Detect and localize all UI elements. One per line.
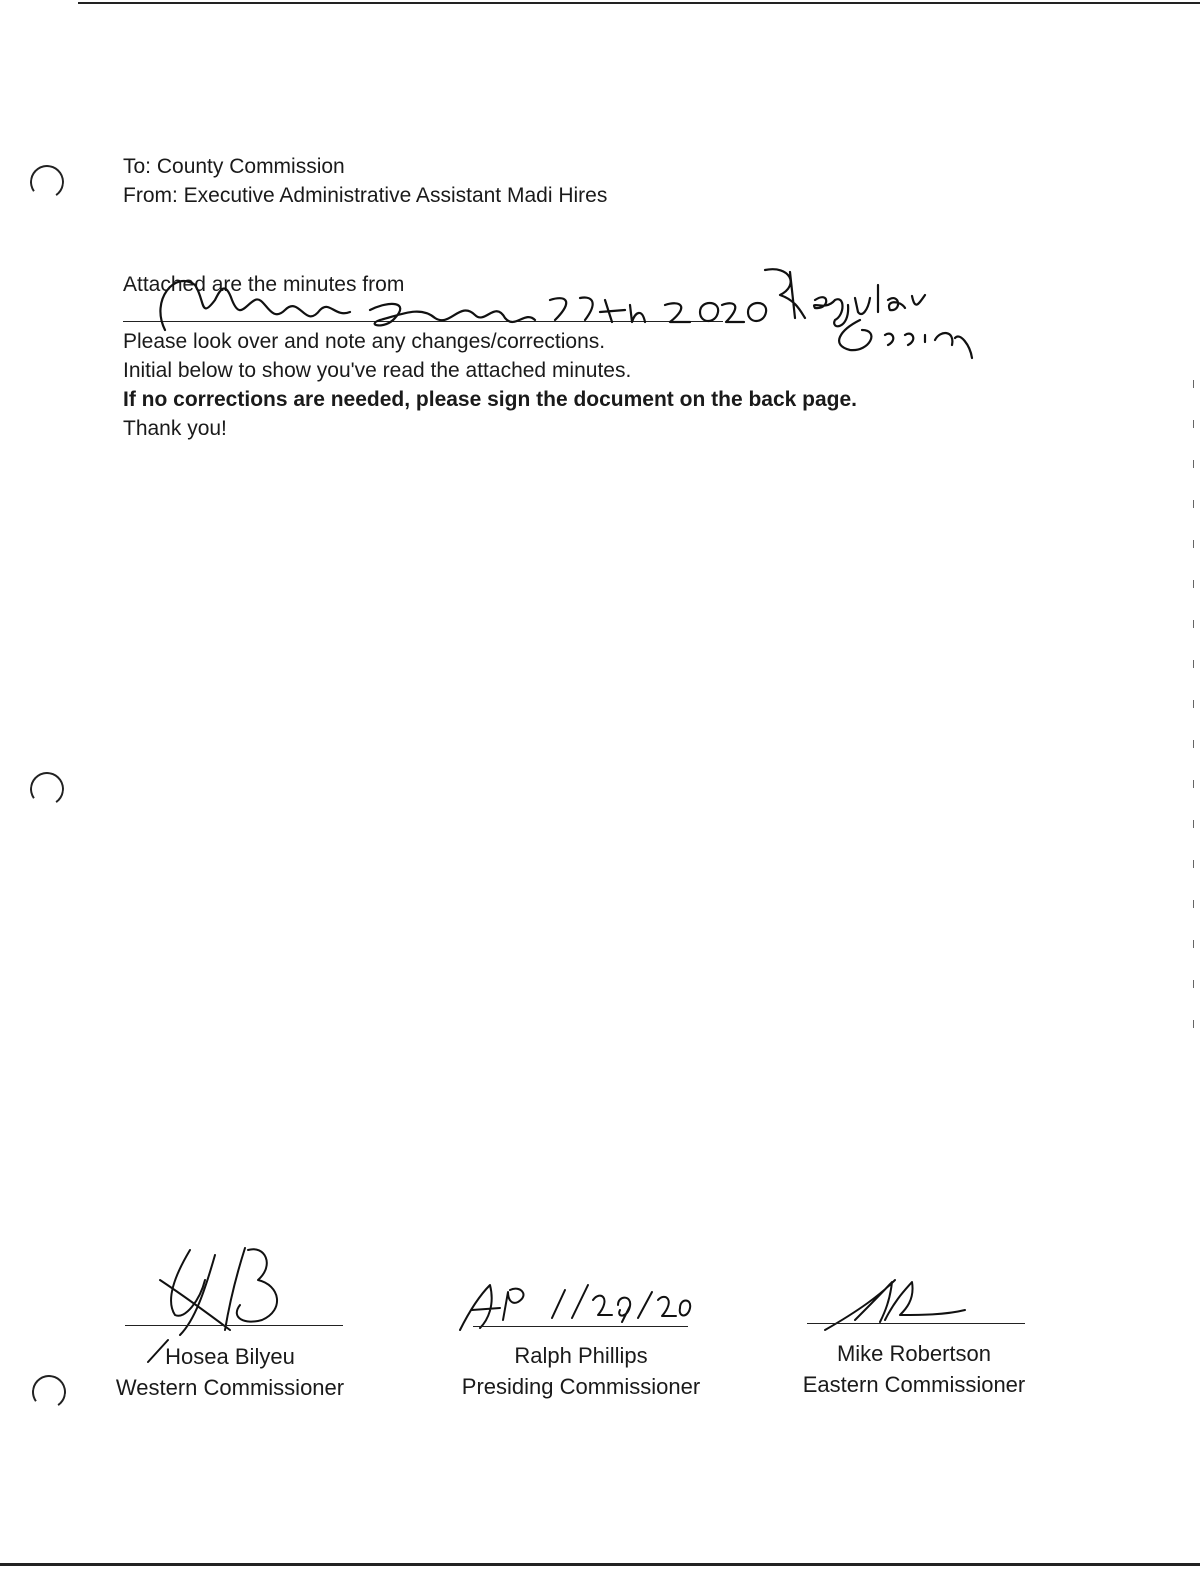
signer-name: Hosea Bilyeu — [165, 1344, 295, 1369]
signer-title: Presiding Commissioner — [461, 1374, 701, 1399]
signer-name: Mike Robertson — [836, 1341, 992, 1366]
signature-ralph-phillips — [460, 1285, 523, 1330]
signer-title: Eastern Commissioner — [802, 1372, 1026, 1397]
signature-line-western — [125, 1325, 343, 1326]
signature-line-eastern — [807, 1323, 1025, 1324]
memo-attached-line: Attached are the minutes from — [123, 273, 405, 296]
memo-initial-line: Initial below to show you've read the attached minutes. — [123, 359, 632, 382]
memo-sign-instruction: If no corrections are needed, please sign the document on the back page. — [123, 388, 858, 411]
memo-to: To: County Commission — [123, 155, 345, 178]
handwritten-date-ralph — [552, 1285, 690, 1322]
signature-line-presiding — [473, 1326, 688, 1327]
signer-title: Western Commissioner — [115, 1375, 345, 1400]
signer-western — [95, 1341, 365, 1403]
memo-thanks: Thank you! — [123, 417, 227, 440]
signer-presiding — [440, 1340, 722, 1402]
signer-name: Ralph Phillips — [514, 1343, 648, 1368]
signer-eastern — [780, 1338, 1048, 1400]
memo-from: From: Executive Administrative Assistant Madi Hires — [123, 184, 608, 207]
memo-review-line: Please look over and note any changes/corrections. — [123, 330, 606, 353]
